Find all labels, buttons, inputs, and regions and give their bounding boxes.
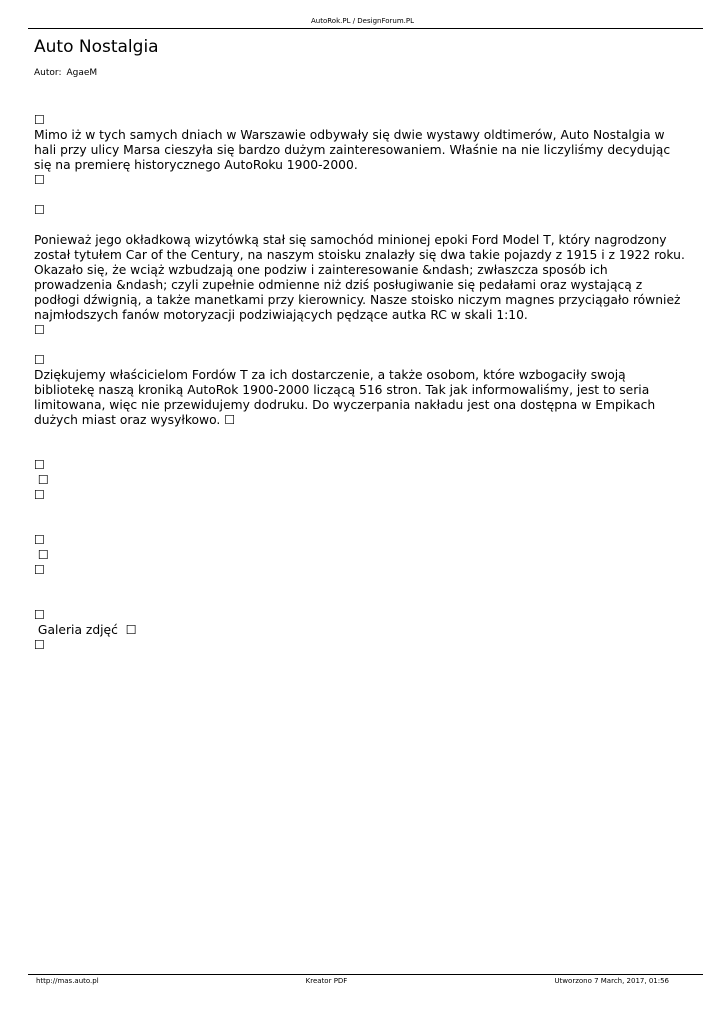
- missing-image-icon: ☐: [34, 113, 46, 127]
- footer-created-date: Utworzono 7 March, 2017, 01:56: [554, 977, 669, 985]
- missing-image-icon: ☐: [34, 458, 46, 472]
- missing-image-icon: ☐: [37, 548, 49, 562]
- missing-image-icon: ☐: [34, 323, 46, 337]
- footer-url[interactable]: http://mas.auto.pl: [36, 977, 99, 985]
- paragraph-3-text: Dziękujemy właścicielom Fordów T za ich dostarczenie, a także osobom, które wzbogaciły swoją bibliotekę naszą kroniką AutoRok 1900-2000 liczącą 516 stron. Tak jak informowaliśmy, jest to seria limitowana, więc nie przewidujemy dodruku. Do wyczerpania nakładu jest ona dostępna w Empikach dużych miast oraz wysyłkowo.: [34, 368, 656, 427]
- missing-image-icon: ☐: [34, 533, 46, 547]
- gallery-link[interactable]: Galeria zdjęć: [37, 623, 118, 637]
- author-name: AgaeM: [66, 68, 98, 78]
- footer-generator: Kreator PDF: [305, 977, 348, 985]
- missing-image-icon: ☐: [34, 608, 46, 622]
- missing-image-icon: ☐: [34, 203, 46, 217]
- missing-image-icon: ☐: [34, 488, 46, 502]
- author-label: Autor:: [34, 68, 62, 78]
- gallery-line: [34, 623, 688, 638]
- missing-image-icon: ☐: [34, 638, 46, 652]
- missing-image-icon: ☐: [125, 623, 137, 637]
- header-divider: [28, 28, 703, 29]
- article-title: Auto Nostalgia: [34, 37, 159, 57]
- missing-image-icon: ☐: [37, 473, 49, 487]
- page-header: AutoRok.PL / DesignForum.PL: [310, 17, 414, 25]
- paragraph-1: Mimo iż w tych samych dniach w Warszawie odbywały się dwie wystawy oldtimerów, Auto Nostalgia w hali przy ulicy Marsa cieszyła się bardzo dużym zainteresowaniem. Właśnie na nie liczyliśmy decydując się na premierę historycznego AutoRoku 1900-2000.: [34, 128, 671, 172]
- article-body: [34, 113, 688, 653]
- paragraph-2: Ponieważ jego okładkową wizytówką stał się samochód minionej epoki Ford Model T, który nagrodzony został tytułem Car of the Century, na naszym stoisku znalazły się dwa takie pojazdy z 1915 i z 1922 roku. Okazało się, że wciąż wzbudzają one podziw i zainteresowanie &ndash; zwłaszcza sposób ich prowadzenia &ndash; czyli zupełnie odmienne niż dziś posługiwanie się pedałami oraz wystającą z podłogi dźwignią, a także manetkami przy kierownicy. Nasze stoisko niczym magnes przyciągało również najmłodszych fanów motoryzacji podziwiających pędzące autka RC w skali 1:10.: [34, 233, 685, 322]
- footer-divider: [28, 974, 703, 975]
- author-line: [34, 68, 97, 79]
- missing-image-icon: ☐: [34, 563, 46, 577]
- missing-image-icon: ☐: [224, 413, 236, 427]
- missing-image-icon: ☐: [34, 173, 46, 187]
- paragraph-3: [34, 368, 688, 428]
- missing-image-icon: ☐: [34, 353, 46, 367]
